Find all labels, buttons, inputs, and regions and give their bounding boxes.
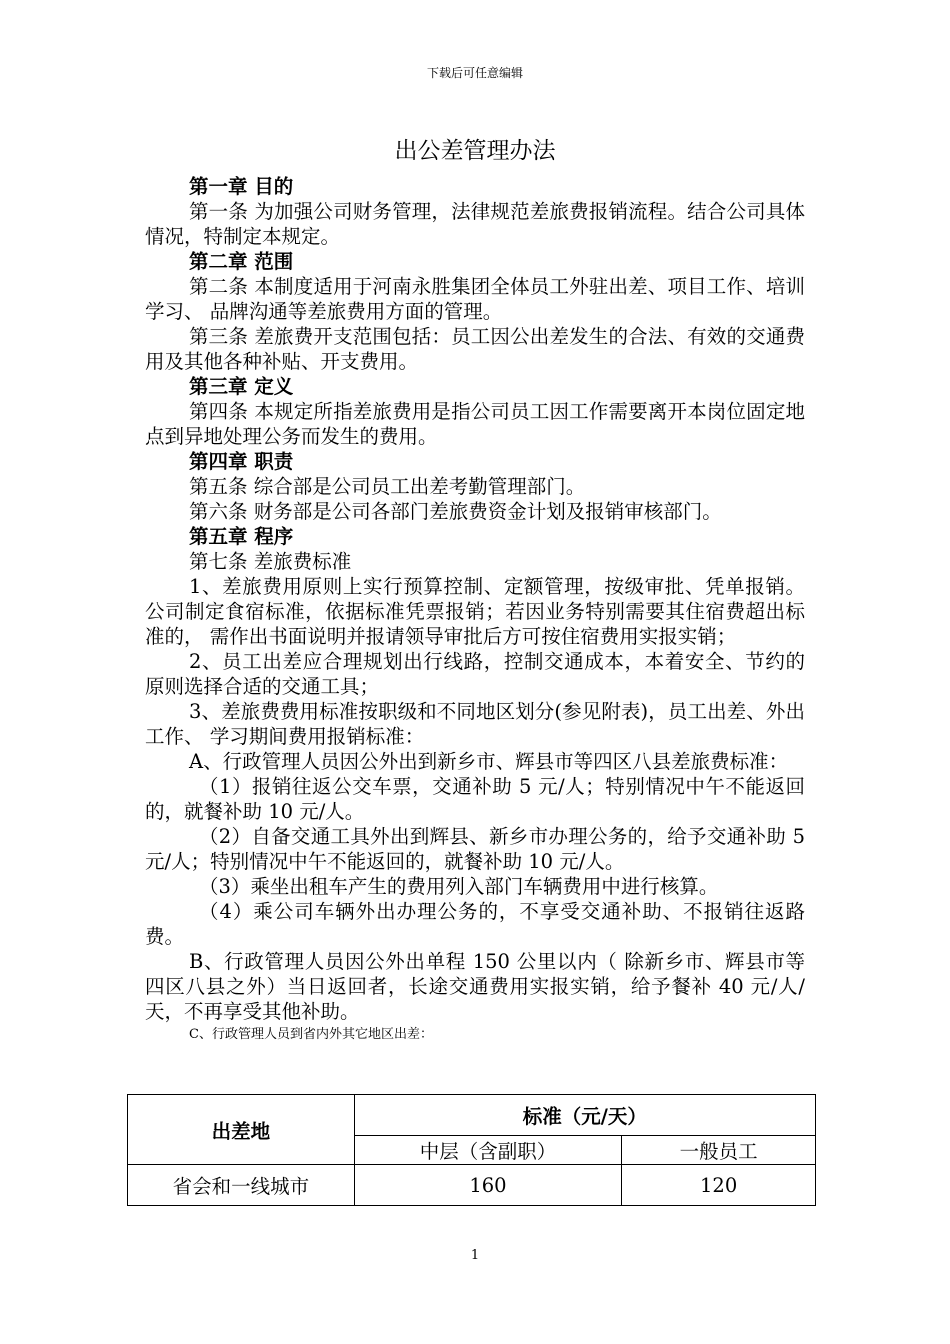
chapter-heading: 第五章 程序: [189, 525, 294, 548]
paragraph: 第四条 本规定所指差旅费用是指公司员工因工作需要离开本岗位固定地点到异地处理公务而发生的费用。: [145, 400, 805, 448]
cell-general: 120: [622, 1165, 816, 1206]
header-general-staff: 一般员工: [622, 1136, 816, 1165]
chapter-heading: 第一章 目的: [189, 175, 294, 198]
cell-place: 省会和一线城市: [128, 1165, 355, 1206]
paragraph: （3）乘坐出租车产生的费用列入部门车辆费用中进行核算。: [199, 875, 719, 898]
chapter-heading: 第二章 范围: [189, 250, 294, 273]
paragraph: B、行政管理人员因公外出单程 150 公里以内（ 除新乡市、辉县市等四区八县之外）当日返回者，长途交通费用实报实销，给予餐补 40 元/人/天，不再享受其他补助。: [145, 950, 805, 1023]
paragraph: 第二条 本制度适用于河南永胜集团全体员工外驻出差、项目工作、培训学习、 品牌沟通等差旅费用方面的管理。: [145, 275, 805, 323]
paragraph: A、行政管理人员因公外出到新乡市、辉县市等四区八县差旅费标准：: [189, 750, 789, 773]
page-number: 1: [470, 1248, 480, 1263]
document-body: [145, 174, 805, 1044]
travel-standard-table: [127, 1094, 816, 1206]
paragraph: （1）报销往返公交车票，交通补助 5 元/人；特别情况中午不能返回的，就餐补助 10 元/人。: [145, 775, 805, 823]
header-mid-level: 中层（含副职）: [354, 1136, 622, 1165]
table-caption: C、行政管理人员到省内外其它地区出差：: [189, 1027, 433, 1042]
paragraph: 第七条 差旅费标准: [189, 550, 352, 573]
chapter-heading: 第三章 定义: [189, 375, 294, 398]
paragraph: 第三条 差旅费开支范围包括：员工因公出差发生的合法、有效的交通费用及其他各种补贴、开支费用。: [145, 325, 805, 373]
page-header: 下载后可任意编辑: [426, 66, 523, 80]
paragraph: （2）自备交通工具外出到辉县、新乡市办理公务的，给予交通补助 5 元/人；特别情况中午不能返回的，就餐补助 10 元/人。: [145, 825, 805, 873]
header-place: 出差地: [128, 1095, 355, 1165]
paragraph: 第一条 为加强公司财务管理，法律规范差旅费报销流程。结合公司具体情况，特制定本规定。: [145, 200, 805, 248]
paragraph: 第六条 财务部是公司各部门差旅费资金计划及报销审核部门。: [189, 500, 722, 523]
document-title: 出公差管理办法: [394, 138, 556, 164]
paragraph: 2、员工出差应合理规划出行线路，控制交通成本，本着安全、节约的原则选择合适的交通工具；: [145, 650, 805, 698]
paragraph: 1、差旅费用原则上实行预算控制、定额管理，按级审批、凭单报销。公司制定食宿标准，依据标准凭票报销；若因业务特别需要其住宿费超出标准的， 需作出书面说明并报请领导审批后方可按住宿费用实报实销；: [145, 575, 805, 648]
paragraph: 第五条 综合部是公司员工出差考勤管理部门。: [189, 475, 586, 498]
paragraph: 3、差旅费费用标准按职级和不同地区划分(参见附表)，员工出差、外出工作、 学习期间费用报销标准：: [145, 700, 805, 748]
paragraph: （4）乘公司车辆外出办理公务的，不享受交通补助、不报销往返路费。: [145, 900, 805, 948]
table-row: [128, 1165, 816, 1206]
cell-mid: 160: [354, 1165, 622, 1206]
chapter-heading: 第四章 职责: [189, 450, 294, 473]
header-standard: 标准（元/天）: [354, 1095, 815, 1136]
